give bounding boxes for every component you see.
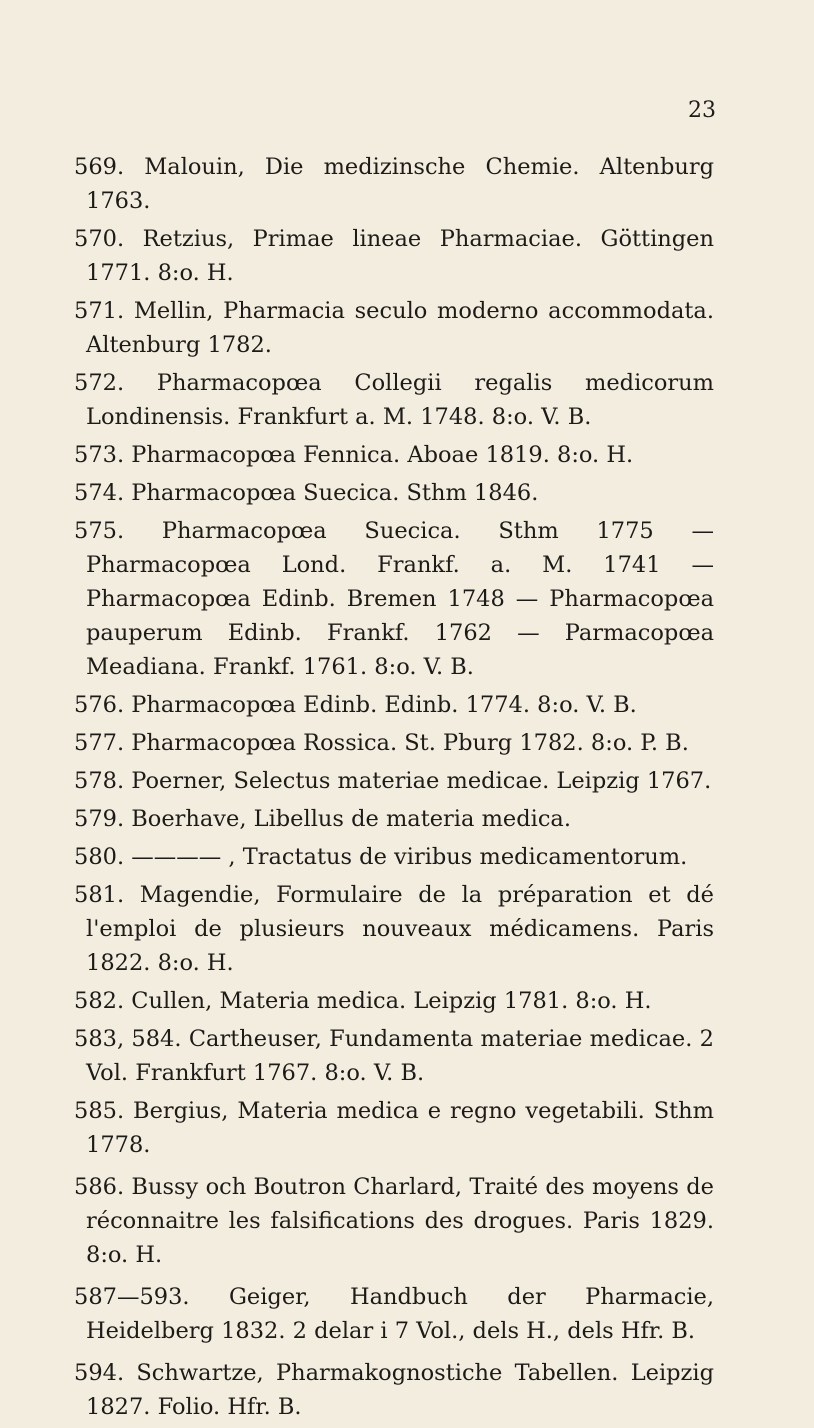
page-number: 23 [688, 98, 716, 123]
catalog-entry: 583, 584. Cartheuser, Fundamenta materiae medicae. 2 Vol. Frankfurt 1767. 8:o. V. B. [74, 1026, 714, 1086]
catalog-entry: 572. Pharmacopœa Collegii regalis medicorum Londinensis. Frankfurt a. M. 1748. 8:o. V. B. [74, 370, 714, 430]
catalog-entry: 575. Pharmacopœa Suecica. Sthm 1775 — Pharmacopœa Lond. Frankf. a. M. 1741 — Pharmacopœa Edinb. Bremen 1748 — Pharmacopœa pauperum Edinb. Frankf. 1762 — Parmacopœa Meadiana. Frankf. 1761. 8:o. V. B. [74, 518, 714, 680]
catalog-entry: 570. Retzius, Primae lineae Pharmaciae. Göttingen 1771. 8:o. H. [74, 226, 714, 286]
catalog-entry: 594. Schwartze, Pharmakognostiche Tabellen. Leipzig 1827. Folio. Hfr. B. [74, 1360, 714, 1420]
catalog-entry: 586. Bussy och Boutron Charlard, Traité des moyens de réconnaitre les falsifications des drogues. Paris 1829. 8:o. H. [74, 1174, 714, 1268]
catalog-entry: 580. ———— , Tractatus de viribus medicamentorum. [74, 844, 688, 870]
catalog-entry: 569. Malouin, Die medizinsche Chemie. Altenburg 1763. [74, 154, 714, 214]
catalog-entry: 578. Poerner, Selectus materiae medicae. Leipzig 1767. [74, 768, 712, 794]
catalog-entry: 573. Pharmacopœa Fennica. Aboae 1819. 8:o. H. [74, 442, 634, 468]
catalog-entries [74, 150, 714, 1428]
catalog-entry: 577. Pharmacopœa Rossica. St. Pburg 1782. 8:o. P. B. [74, 730, 689, 756]
catalog-entry: 571. Mellin, Pharmacia seculo moderno accommodata. Altenburg 1782. [74, 298, 714, 358]
catalog-entry: 579. Boerhave, Libellus de materia medica. [74, 806, 571, 832]
catalog-entry: 585. Bergius, Materia medica e regno vegetabili. Sthm 1778. [74, 1098, 714, 1158]
catalog-entry: 576. Pharmacopœa Edinb. Edinb. 1774. 8:o. V. B. [74, 692, 637, 718]
catalog-entry: 587—593. Geiger, Handbuch der Pharmacie, Heidelberg 1832. 2 delar i 7 Vol., dels H., dels Hfr. B. [74, 1284, 714, 1344]
catalog-entry: 582. Cullen, Materia medica. Leipzig 1781. 8:o. H. [74, 988, 652, 1014]
catalog-entry: 574. Pharmacopœa Suecica. Sthm 1846. [74, 480, 539, 506]
catalog-entry: 581. Magendie, Formulaire de la préparation et dé l'emploi de plusieurs nouveaux médicamens. Paris 1822. 8:o. H. [74, 882, 714, 976]
